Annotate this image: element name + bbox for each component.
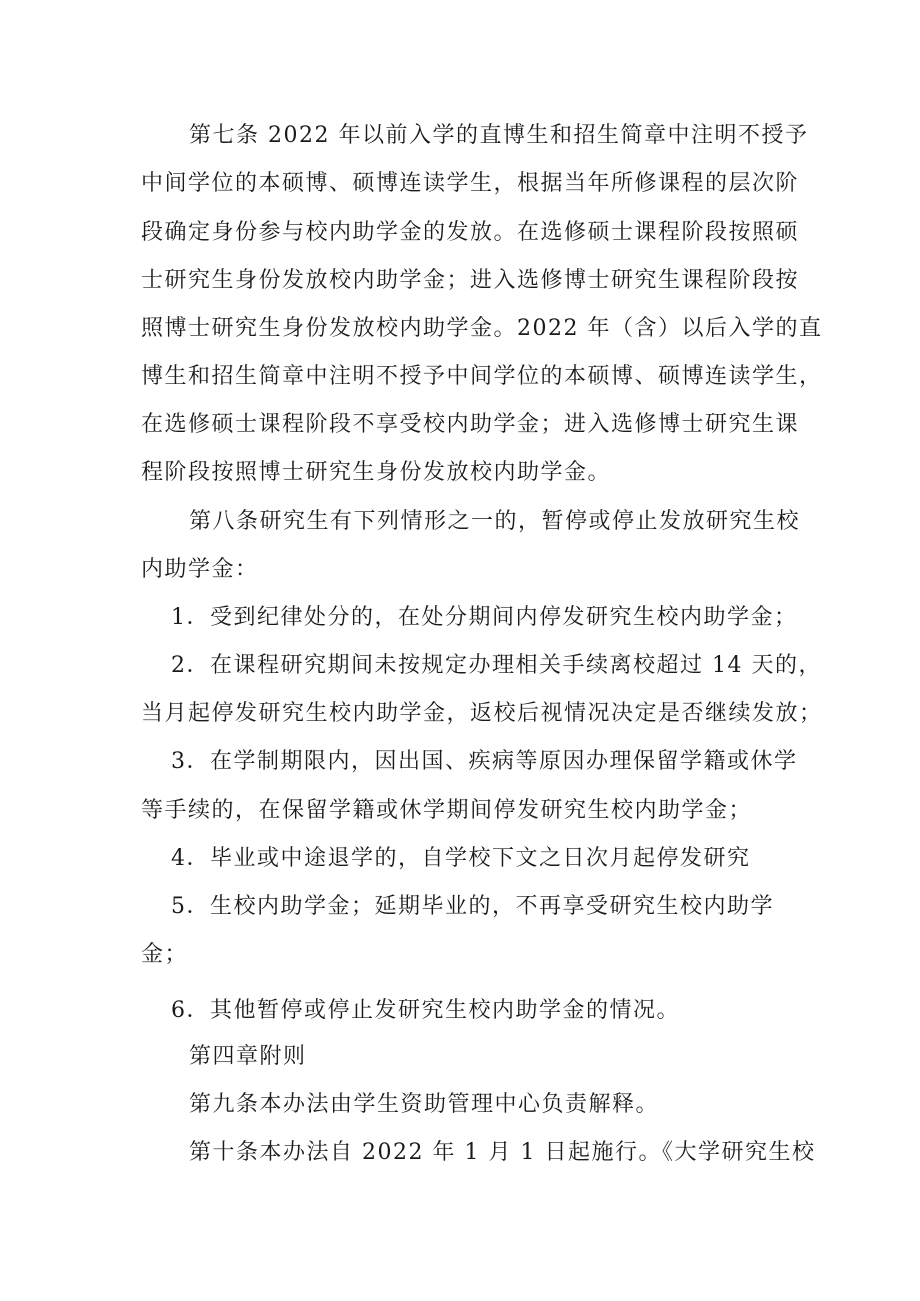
article-8-line-1: 第八条研究生有下列情形之一的，暂停或停止发放研究生校 <box>189 509 801 534</box>
list-item-6: 6．其他暂停或停止发研究生校内助学金的情况。 <box>171 998 680 1023</box>
article-7-line-4: 士研究生身份发放校内助学金；进入选修博士研究生课程阶段按 <box>141 268 800 293</box>
list-item-5-line-1: 5．生校内助学金；延期毕业的，不再享受研究生校内助学 <box>171 894 774 919</box>
article-8-line-2: 内助学金： <box>141 557 259 582</box>
list-item-1: 1．受到纪律处分的，在处分期间内停发研究生校内助学金； <box>171 605 798 630</box>
article-7-line-8: 程阶段按照博士研究生身份发放校内助学金。 <box>141 460 612 485</box>
article-7-line-2: 中间学位的本硕博、硕博连读学生，根据当年所修课程的层次阶 <box>141 171 800 196</box>
article-7-line-6: 博生和招生简章中注明不授予中间学位的本硕博、硕博连读学生， <box>141 364 823 389</box>
article-9: 第九条本办法由学生资助管理中心负责解释。 <box>189 1092 660 1117</box>
article-7-line-7: 在选修硕士课程阶段不享受校内助学金；进入选修博士研究生课 <box>141 412 800 437</box>
list-item-3-line-2: 等手续的，在保留学籍或休学期间停发研究生校内助学金； <box>141 798 753 823</box>
chapter-4-heading: 第四章附则 <box>189 1044 307 1069</box>
article-7-line-1: 第七条 2022 年以前入学的直博生和招生简章中注明不授予 <box>189 123 809 148</box>
article-7-line-5: 照博士研究生身份发放校内助学金。2022 年（含）以后入学的直 <box>141 316 823 341</box>
article-10-line-1: 第十条本办法自 2022 年 1 月 1 日起施行。《大学研究生校 <box>189 1140 816 1165</box>
list-item-2-line-1: 2．在课程研究期间未按规定办理相关手续离校超过 14 天的， <box>171 653 822 678</box>
list-item-4: 4．毕业或中途退学的，自学校下文之日次月起停发研究 <box>171 846 751 871</box>
article-7-line-3: 段确定身份参与校内助学金的发放。在选修硕士课程阶段按照硕 <box>141 220 800 245</box>
list-item-2-line-2: 当月起停发研究生校内助学金，返校后视情况决定是否继续发放； <box>141 701 823 726</box>
list-item-3-line-1: 3．在学制期限内，因出国、疾病等原因办理保留学籍或休学 <box>171 749 798 774</box>
list-item-5-line-2: 金； <box>141 942 189 967</box>
